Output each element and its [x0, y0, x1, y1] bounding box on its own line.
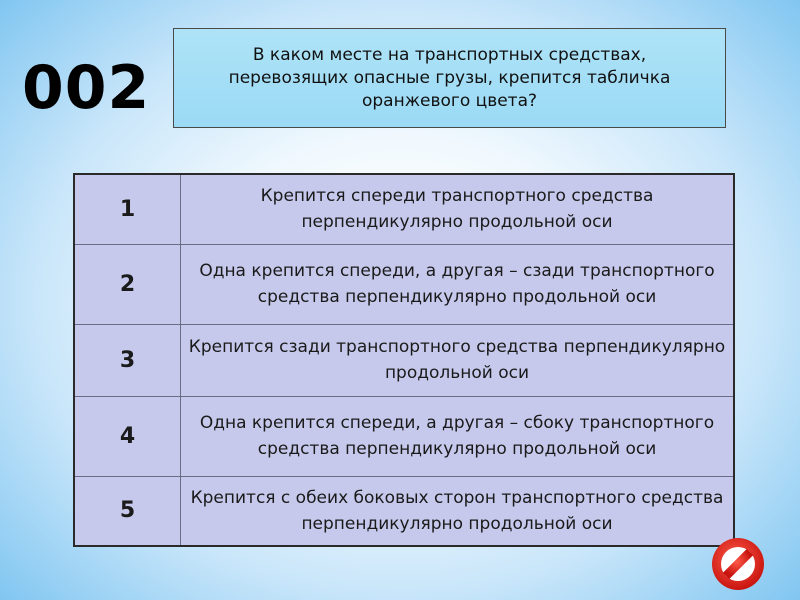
answer-text[interactable]: Одна крепится спереди, а другая – сбоку транспортного средства перпендикулярно продольной оси [181, 396, 735, 476]
question-text: В каком месте на транспортных средствах, перевозящих опасные грузы, крепится табличка оранжевого цвета? [228, 44, 671, 111]
answer-number[interactable]: 4 [74, 396, 181, 476]
answer-option-1[interactable] [74, 174, 734, 244]
answer-text[interactable]: Одна крепится спереди, а другая – сзади транспортного средства перпендикулярно продольной оси [181, 244, 735, 324]
answer-option-3[interactable] [74, 324, 734, 396]
answer-number[interactable]: 2 [74, 244, 181, 324]
no-entry-icon[interactable] [710, 536, 766, 592]
answer-number[interactable]: 3 [74, 324, 181, 396]
answer-number[interactable]: 5 [74, 476, 181, 546]
answer-number[interactable]: 1 [74, 174, 181, 244]
question-number: 002 [22, 53, 151, 123]
question-box [173, 28, 726, 128]
answer-option-4[interactable] [74, 396, 734, 476]
answer-option-2[interactable] [74, 244, 734, 324]
answer-text[interactable]: Крепится спереди транспортного средства перпендикулярно продольной оси [181, 174, 735, 244]
answer-option-5[interactable] [74, 476, 734, 546]
answer-text[interactable]: Крепится с обеих боковых сторон транспортного средства перпендикулярно продольной оси [181, 476, 735, 546]
answers-table [73, 173, 735, 547]
answer-text[interactable]: Крепится сзади транспортного средства перпендикулярно продольной оси [181, 324, 735, 396]
